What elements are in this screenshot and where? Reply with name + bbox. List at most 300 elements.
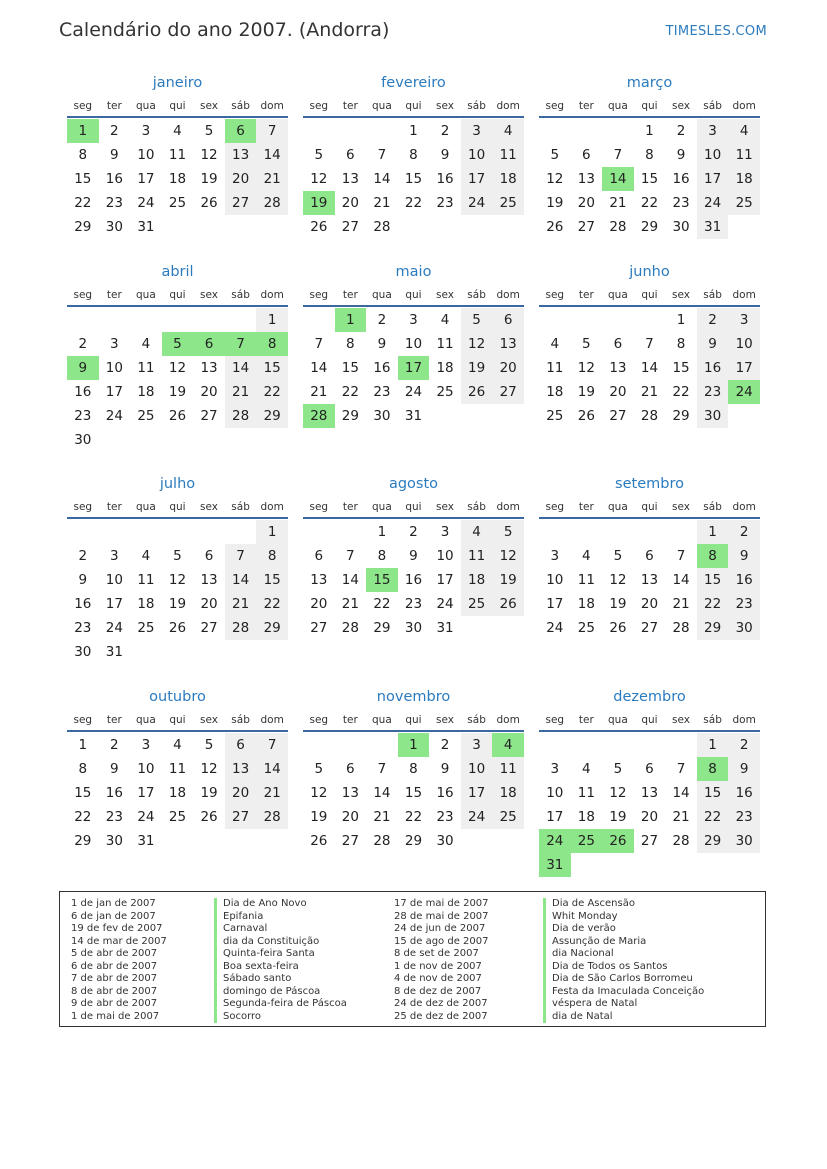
- day-cell[interactable]: 12: [200, 761, 218, 777]
- day-cell[interactable]: 4: [582, 548, 591, 564]
- day-cell[interactable]: 10: [404, 336, 423, 352]
- day-cell[interactable]: 21: [310, 384, 328, 400]
- day-cell[interactable]: 25: [577, 620, 595, 636]
- day-cell[interactable]: 12: [310, 171, 328, 187]
- day-cell[interactable]: 28: [373, 833, 391, 849]
- day-cell[interactable]: 5: [173, 548, 182, 564]
- day-cell[interactable]: 19: [200, 171, 218, 187]
- day-cell[interactable]: 10: [697, 143, 729, 167]
- day-cell[interactable]: 18: [137, 384, 155, 400]
- day-cell[interactable]: 7: [225, 544, 257, 568]
- day-cell[interactable]: 24: [105, 620, 123, 636]
- holiday-day-cell[interactable]: 15: [366, 568, 398, 592]
- day-cell[interactable]: 21: [256, 781, 288, 805]
- day-cell[interactable]: 13: [341, 785, 359, 801]
- day-cell[interactable]: 2: [440, 737, 450, 753]
- day-cell[interactable]: 1: [256, 520, 288, 544]
- day-cell[interactable]: 14: [310, 360, 328, 376]
- day-cell[interactable]: 4: [141, 336, 151, 352]
- day-cell[interactable]: 24: [461, 191, 493, 215]
- day-cell[interactable]: 15: [672, 360, 690, 376]
- day-cell[interactable]: 28: [672, 620, 690, 636]
- day-cell[interactable]: 26: [609, 620, 627, 636]
- day-cell[interactable]: 24: [461, 805, 493, 829]
- day-cell[interactable]: 20: [577, 195, 595, 211]
- day-cell[interactable]: 24: [105, 408, 123, 424]
- day-cell[interactable]: 25: [728, 191, 760, 215]
- day-cell[interactable]: 12: [546, 171, 564, 187]
- day-cell[interactable]: 6: [645, 761, 654, 777]
- day-cell[interactable]: 2: [676, 123, 686, 139]
- day-cell[interactable]: 28: [341, 620, 359, 636]
- day-cell[interactable]: 26: [200, 809, 218, 825]
- day-cell[interactable]: 16: [436, 785, 454, 801]
- day-cell[interactable]: 13: [200, 572, 218, 588]
- day-cell[interactable]: 24: [404, 384, 423, 400]
- day-cell[interactable]: 10: [137, 147, 155, 163]
- day-cell[interactable]: 21: [373, 809, 391, 825]
- day-cell[interactable]: 27: [310, 620, 328, 636]
- day-cell[interactable]: 8: [645, 147, 654, 163]
- day-cell[interactable]: 21: [373, 195, 391, 211]
- day-cell[interactable]: 29: [672, 408, 690, 424]
- day-cell[interactable]: 14: [640, 360, 659, 376]
- day-cell[interactable]: 15: [256, 568, 288, 592]
- day-cell[interactable]: 22: [74, 809, 92, 825]
- day-cell[interactable]: 2: [78, 336, 88, 352]
- day-cell[interactable]: 29: [697, 829, 729, 853]
- day-cell[interactable]: 20: [225, 781, 257, 805]
- day-cell[interactable]: 17: [461, 167, 493, 191]
- day-cell[interactable]: 9: [110, 761, 119, 777]
- day-cell[interactable]: 16: [728, 781, 760, 805]
- day-cell[interactable]: 17: [137, 171, 155, 187]
- day-cell[interactable]: 4: [492, 119, 524, 143]
- day-cell[interactable]: 21: [341, 596, 359, 612]
- day-cell[interactable]: 27: [609, 408, 627, 424]
- day-cell[interactable]: 4: [582, 761, 591, 777]
- day-cell[interactable]: 30: [105, 833, 123, 849]
- day-cell[interactable]: 28: [609, 219, 627, 235]
- day-cell[interactable]: 9: [409, 548, 418, 564]
- day-cell[interactable]: 23: [728, 592, 760, 616]
- day-cell[interactable]: 19: [609, 596, 627, 612]
- day-cell[interactable]: 26: [168, 408, 187, 424]
- day-cell[interactable]: 1: [697, 733, 729, 757]
- day-cell[interactable]: 15: [697, 568, 729, 592]
- day-cell[interactable]: 6: [346, 147, 355, 163]
- day-cell[interactable]: 28: [373, 219, 391, 235]
- day-cell[interactable]: 7: [314, 336, 324, 352]
- day-cell[interactable]: 29: [256, 616, 288, 640]
- day-cell[interactable]: 22: [373, 596, 391, 612]
- day-cell[interactable]: 5: [492, 520, 524, 544]
- day-cell[interactable]: 9: [377, 336, 387, 352]
- day-cell[interactable]: 29: [697, 616, 729, 640]
- day-cell[interactable]: 4: [141, 548, 151, 564]
- day-cell[interactable]: 9: [78, 572, 88, 588]
- day-cell[interactable]: 31: [404, 408, 423, 424]
- day-cell[interactable]: 14: [256, 143, 288, 167]
- day-cell[interactable]: 11: [577, 785, 595, 801]
- day-cell[interactable]: 25: [546, 408, 564, 424]
- day-cell[interactable]: 3: [697, 119, 729, 143]
- day-cell[interactable]: 8: [409, 147, 418, 163]
- day-cell[interactable]: 30: [404, 620, 423, 636]
- day-cell[interactable]: 14: [341, 572, 359, 588]
- day-cell[interactable]: 21: [256, 167, 288, 191]
- holiday-day-cell[interactable]: 31: [539, 853, 571, 877]
- day-cell[interactable]: 13: [609, 360, 627, 376]
- day-cell[interactable]: 14: [256, 757, 288, 781]
- day-cell[interactable]: 3: [550, 548, 560, 564]
- holiday-day-cell[interactable]: 19: [303, 191, 335, 215]
- day-cell[interactable]: 3: [550, 761, 560, 777]
- day-cell[interactable]: 1: [377, 524, 387, 540]
- day-cell[interactable]: 10: [461, 143, 493, 167]
- day-cell[interactable]: 3: [141, 123, 151, 139]
- day-cell[interactable]: 28: [672, 833, 690, 849]
- day-cell[interactable]: 30: [105, 219, 123, 235]
- day-cell[interactable]: 2: [697, 308, 729, 332]
- day-cell[interactable]: 2: [409, 524, 418, 540]
- day-cell[interactable]: 20: [200, 596, 218, 612]
- day-cell[interactable]: 13: [640, 572, 659, 588]
- day-cell[interactable]: 20: [492, 356, 524, 380]
- day-cell[interactable]: 29: [341, 408, 359, 424]
- holiday-day-cell[interactable]: 8: [697, 757, 729, 781]
- day-cell[interactable]: 10: [546, 785, 564, 801]
- holiday-day-cell[interactable]: 17: [398, 356, 430, 380]
- day-cell[interactable]: 11: [492, 143, 524, 167]
- day-cell[interactable]: 23: [728, 805, 760, 829]
- day-cell[interactable]: 30: [74, 644, 92, 660]
- day-cell[interactable]: 18: [546, 384, 564, 400]
- holiday-day-cell[interactable]: 5: [162, 332, 194, 356]
- day-cell[interactable]: 15: [74, 785, 92, 801]
- day-cell[interactable]: 25: [461, 592, 493, 616]
- holiday-day-cell[interactable]: 8: [697, 544, 729, 568]
- day-cell[interactable]: 15: [640, 171, 659, 187]
- day-cell[interactable]: 29: [373, 620, 391, 636]
- day-cell[interactable]: 27: [200, 620, 218, 636]
- day-cell[interactable]: 19: [609, 809, 627, 825]
- day-cell[interactable]: 11: [492, 757, 524, 781]
- day-cell[interactable]: 11: [137, 360, 155, 376]
- day-cell[interactable]: 11: [461, 544, 493, 568]
- day-cell[interactable]: 16: [436, 171, 454, 187]
- day-cell[interactable]: 11: [728, 143, 760, 167]
- day-cell[interactable]: 17: [137, 785, 155, 801]
- day-cell[interactable]: 15: [74, 171, 92, 187]
- day-cell[interactable]: 8: [346, 336, 355, 352]
- day-cell[interactable]: 27: [200, 408, 218, 424]
- day-cell[interactable]: 2: [110, 123, 119, 139]
- day-cell[interactable]: 18: [492, 167, 524, 191]
- day-cell[interactable]: 19: [577, 384, 595, 400]
- day-cell[interactable]: 23: [373, 384, 391, 400]
- holiday-day-cell[interactable]: 4: [492, 733, 524, 757]
- day-cell[interactable]: 17: [436, 572, 454, 588]
- day-cell[interactable]: 8: [256, 544, 288, 568]
- day-cell[interactable]: 5: [613, 761, 623, 777]
- day-cell[interactable]: 21: [672, 809, 690, 825]
- day-cell[interactable]: 18: [168, 171, 187, 187]
- day-cell[interactable]: 11: [168, 147, 187, 163]
- day-cell[interactable]: 7: [676, 761, 686, 777]
- day-cell[interactable]: 23: [436, 195, 454, 211]
- holiday-day-cell[interactable]: 24: [539, 829, 571, 853]
- day-cell[interactable]: 6: [492, 308, 524, 332]
- day-cell[interactable]: 16: [74, 596, 92, 612]
- day-cell[interactable]: 20: [225, 167, 257, 191]
- day-cell[interactable]: 22: [404, 809, 423, 825]
- day-cell[interactable]: 20: [310, 596, 328, 612]
- day-cell[interactable]: 8: [78, 761, 88, 777]
- day-cell[interactable]: 13: [225, 757, 257, 781]
- day-cell[interactable]: 5: [204, 123, 214, 139]
- day-cell[interactable]: 22: [640, 195, 659, 211]
- day-cell[interactable]: 10: [105, 360, 123, 376]
- day-cell[interactable]: 5: [582, 336, 591, 352]
- day-cell[interactable]: 23: [105, 195, 123, 211]
- day-cell[interactable]: 4: [173, 737, 182, 753]
- day-cell[interactable]: 17: [697, 167, 729, 191]
- day-cell[interactable]: 15: [256, 356, 288, 380]
- day-cell[interactable]: 16: [105, 785, 123, 801]
- day-cell[interactable]: 30: [728, 829, 760, 853]
- day-cell[interactable]: 28: [256, 805, 288, 829]
- day-cell[interactable]: 12: [168, 360, 187, 376]
- day-cell[interactable]: 7: [346, 548, 355, 564]
- day-cell[interactable]: 16: [697, 356, 729, 380]
- holiday-day-cell[interactable]: 1: [67, 119, 99, 143]
- day-cell[interactable]: 4: [728, 119, 760, 143]
- day-cell[interactable]: 8: [409, 761, 418, 777]
- day-cell[interactable]: 17: [728, 356, 760, 380]
- day-cell[interactable]: 29: [640, 219, 659, 235]
- day-cell[interactable]: 25: [492, 805, 524, 829]
- day-cell[interactable]: 22: [256, 380, 288, 404]
- day-cell[interactable]: 11: [577, 572, 595, 588]
- holiday-day-cell[interactable]: 25: [571, 829, 603, 853]
- day-cell[interactable]: 6: [645, 548, 654, 564]
- day-cell[interactable]: 9: [728, 544, 760, 568]
- day-cell[interactable]: 21: [225, 592, 257, 616]
- day-cell[interactable]: 30: [697, 404, 729, 428]
- day-cell[interactable]: 27: [225, 805, 257, 829]
- day-cell[interactable]: 31: [137, 219, 155, 235]
- day-cell[interactable]: 9: [697, 332, 729, 356]
- day-cell[interactable]: 24: [436, 596, 454, 612]
- day-cell[interactable]: 9: [440, 761, 450, 777]
- day-cell[interactable]: 7: [613, 147, 623, 163]
- day-cell[interactable]: 29: [74, 219, 92, 235]
- day-cell[interactable]: 6: [204, 548, 214, 564]
- day-cell[interactable]: 10: [436, 548, 454, 564]
- day-cell[interactable]: 16: [74, 384, 92, 400]
- day-cell[interactable]: 13: [225, 143, 257, 167]
- day-cell[interactable]: 6: [582, 147, 591, 163]
- day-cell[interactable]: 26: [310, 833, 328, 849]
- day-cell[interactable]: 23: [436, 809, 454, 825]
- day-cell[interactable]: 26: [492, 592, 524, 616]
- day-cell[interactable]: 21: [225, 380, 257, 404]
- day-cell[interactable]: 22: [74, 195, 92, 211]
- day-cell[interactable]: 15: [404, 785, 423, 801]
- day-cell[interactable]: 24: [137, 809, 155, 825]
- day-cell[interactable]: 3: [409, 312, 418, 328]
- day-cell[interactable]: 7: [377, 147, 387, 163]
- day-cell[interactable]: 3: [440, 524, 450, 540]
- day-cell[interactable]: 27: [341, 833, 359, 849]
- day-cell[interactable]: 5: [204, 737, 214, 753]
- day-cell[interactable]: 13: [640, 785, 659, 801]
- day-cell[interactable]: 5: [550, 147, 560, 163]
- day-cell[interactable]: 11: [436, 336, 454, 352]
- day-cell[interactable]: 9: [440, 147, 450, 163]
- day-cell[interactable]: 12: [609, 572, 627, 588]
- day-cell[interactable]: 3: [110, 548, 119, 564]
- day-cell[interactable]: 10: [546, 572, 564, 588]
- day-cell[interactable]: 6: [346, 761, 355, 777]
- day-cell[interactable]: 15: [404, 171, 423, 187]
- day-cell[interactable]: 26: [200, 195, 218, 211]
- day-cell[interactable]: 18: [728, 167, 760, 191]
- day-cell[interactable]: 30: [74, 432, 92, 448]
- day-cell[interactable]: 28: [256, 191, 288, 215]
- holiday-day-cell[interactable]: 1: [335, 308, 367, 332]
- day-cell[interactable]: 27: [492, 380, 524, 404]
- day-cell[interactable]: 16: [105, 171, 123, 187]
- day-cell[interactable]: 26: [546, 219, 564, 235]
- day-cell[interactable]: 28: [225, 404, 257, 428]
- day-cell[interactable]: 24: [697, 191, 729, 215]
- day-cell[interactable]: 19: [461, 356, 493, 380]
- day-cell[interactable]: 14: [672, 785, 690, 801]
- day-cell[interactable]: 7: [645, 336, 654, 352]
- day-cell[interactable]: 11: [546, 360, 564, 376]
- day-cell[interactable]: 18: [168, 785, 187, 801]
- day-cell[interactable]: 31: [137, 833, 155, 849]
- day-cell[interactable]: 25: [168, 195, 187, 211]
- day-cell[interactable]: 27: [341, 219, 359, 235]
- day-cell[interactable]: 20: [341, 809, 359, 825]
- day-cell[interactable]: 28: [640, 408, 659, 424]
- day-cell[interactable]: 7: [256, 733, 288, 757]
- day-cell[interactable]: 3: [110, 336, 119, 352]
- day-cell[interactable]: 9: [676, 147, 686, 163]
- day-cell[interactable]: 30: [436, 833, 454, 849]
- day-cell[interactable]: 22: [341, 384, 359, 400]
- day-cell[interactable]: 21: [672, 596, 690, 612]
- day-cell[interactable]: 11: [137, 572, 155, 588]
- day-cell[interactable]: 18: [577, 809, 595, 825]
- day-cell[interactable]: 20: [200, 384, 218, 400]
- day-cell[interactable]: 2: [110, 737, 119, 753]
- day-cell[interactable]: 27: [640, 620, 659, 636]
- day-cell[interactable]: 20: [341, 195, 359, 211]
- day-cell[interactable]: 16: [404, 572, 423, 588]
- day-cell[interactable]: 26: [577, 408, 595, 424]
- holiday-day-cell[interactable]: 8: [256, 332, 288, 356]
- day-cell[interactable]: 18: [461, 568, 493, 592]
- day-cell[interactable]: 11: [168, 761, 187, 777]
- day-cell[interactable]: 29: [256, 404, 288, 428]
- day-cell[interactable]: 8: [377, 548, 387, 564]
- day-cell[interactable]: 12: [461, 332, 493, 356]
- day-cell[interactable]: 10: [105, 572, 123, 588]
- day-cell[interactable]: 31: [105, 644, 123, 660]
- day-cell[interactable]: 19: [200, 785, 218, 801]
- day-cell[interactable]: 18: [137, 596, 155, 612]
- day-cell[interactable]: 20: [640, 596, 659, 612]
- day-cell[interactable]: 6: [613, 336, 623, 352]
- day-cell[interactable]: 30: [672, 219, 690, 235]
- day-cell[interactable]: 20: [640, 809, 659, 825]
- day-cell[interactable]: 12: [609, 785, 627, 801]
- day-cell[interactable]: 31: [697, 215, 729, 239]
- day-cell[interactable]: 1: [676, 312, 686, 328]
- day-cell[interactable]: 27: [640, 833, 659, 849]
- day-cell[interactable]: 24: [546, 620, 564, 636]
- day-cell[interactable]: 25: [492, 191, 524, 215]
- day-cell[interactable]: 16: [373, 360, 391, 376]
- day-cell[interactable]: 13: [577, 171, 595, 187]
- holiday-day-cell[interactable]: 7: [225, 332, 257, 356]
- day-cell[interactable]: 1: [256, 308, 288, 332]
- day-cell[interactable]: 19: [168, 596, 187, 612]
- day-cell[interactable]: 9: [110, 147, 119, 163]
- day-cell[interactable]: 2: [78, 548, 88, 564]
- day-cell[interactable]: 10: [461, 757, 493, 781]
- day-cell[interactable]: 4: [173, 123, 182, 139]
- day-cell[interactable]: 1: [645, 123, 654, 139]
- day-cell[interactable]: 26: [168, 620, 187, 636]
- day-cell[interactable]: 23: [404, 596, 423, 612]
- day-cell[interactable]: 8: [676, 336, 686, 352]
- day-cell[interactable]: 14: [225, 356, 257, 380]
- day-cell[interactable]: 2: [728, 733, 760, 757]
- day-cell[interactable]: 1: [78, 737, 88, 753]
- day-cell[interactable]: 19: [168, 384, 187, 400]
- day-cell[interactable]: 2: [728, 520, 760, 544]
- day-cell[interactable]: 21: [640, 384, 659, 400]
- day-cell[interactable]: 22: [672, 384, 690, 400]
- day-cell[interactable]: 19: [546, 195, 564, 211]
- holiday-day-cell[interactable]: 24: [728, 380, 760, 404]
- holiday-day-cell[interactable]: 26: [602, 829, 634, 853]
- brand-link[interactable]: TIMESLES.COM: [665, 24, 767, 39]
- day-cell[interactable]: 13: [492, 332, 524, 356]
- day-cell[interactable]: 9: [728, 757, 760, 781]
- day-cell[interactable]: 1: [697, 520, 729, 544]
- day-cell[interactable]: 2: [377, 312, 387, 328]
- day-cell[interactable]: 3: [141, 737, 151, 753]
- day-cell[interactable]: 18: [577, 596, 595, 612]
- day-cell[interactable]: 26: [310, 219, 328, 235]
- day-cell[interactable]: 5: [461, 308, 493, 332]
- day-cell[interactable]: 16: [672, 171, 690, 187]
- day-cell[interactable]: 14: [672, 572, 690, 588]
- day-cell[interactable]: 15: [697, 781, 729, 805]
- day-cell[interactable]: 21: [609, 195, 627, 211]
- day-cell[interactable]: 3: [461, 733, 493, 757]
- day-cell[interactable]: 6: [314, 548, 324, 564]
- day-cell[interactable]: 24: [137, 195, 155, 211]
- day-cell[interactable]: 8: [78, 147, 88, 163]
- day-cell[interactable]: 29: [74, 833, 92, 849]
